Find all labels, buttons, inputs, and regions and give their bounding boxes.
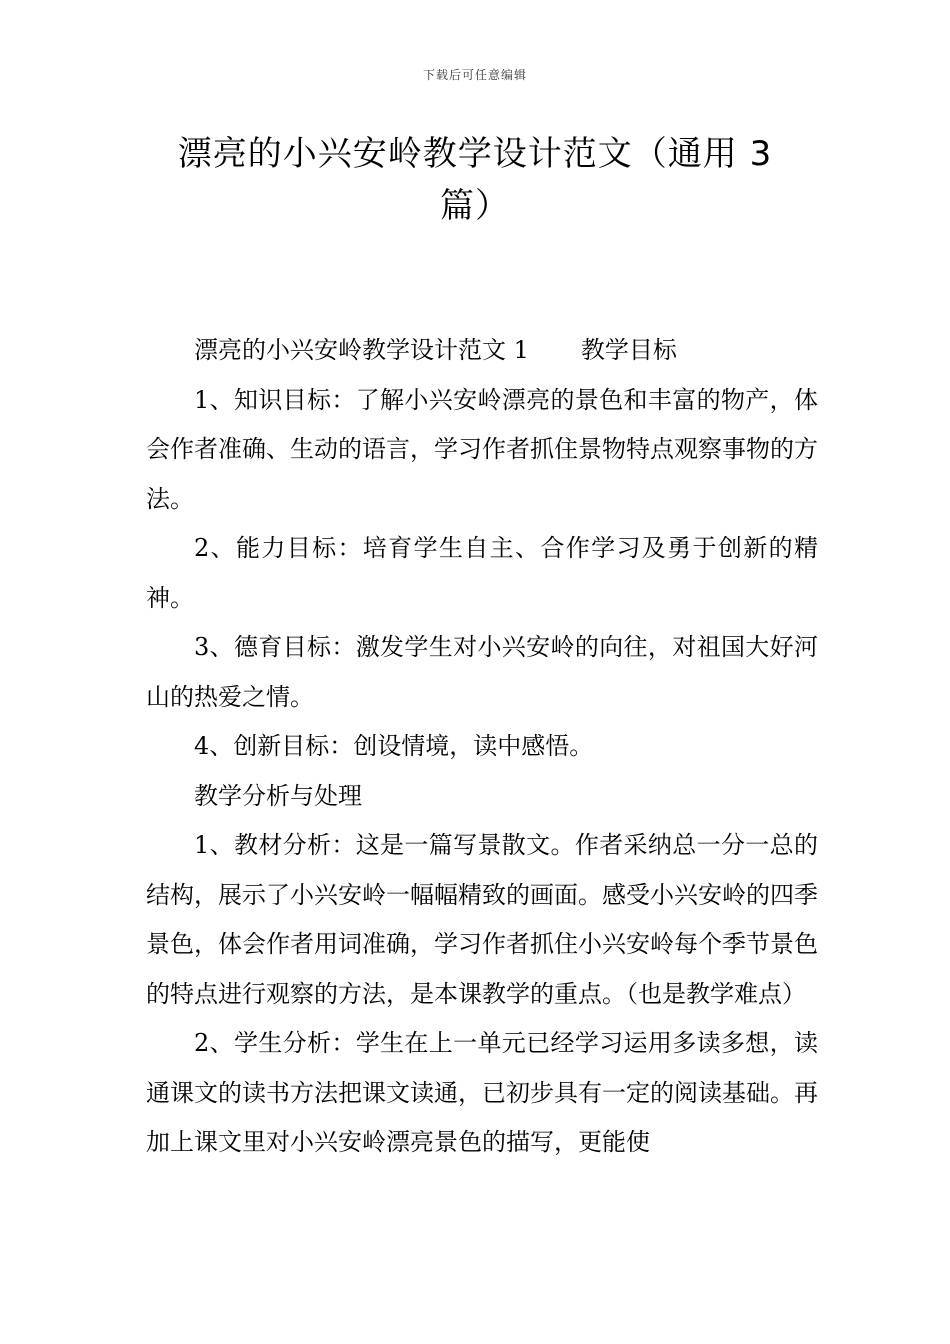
goal-3-paragraph: 3、德育目标：激发学生对小兴安岭的向往，对祖国大好河山的热爱之情。 [146,633,818,711]
analysis-2-paragraph: 2、学生分析：学生在上一单元已经学习运用多读多想，读通课文的读书方法把课文读通，已初步具有一定的阅读基础。再加上课文里对小兴安岭漂亮景色的描写，更能使 [146,1029,818,1156]
document-body [146,326,818,1168]
intro-paragraph [146,326,818,376]
document-title [150,128,800,232]
goal-2-paragraph: 2、能力目标：培育学生自主、合作学习及勇于创新的精神。 [146,534,818,612]
document-title-line-1: 漂亮的小兴安岭教学设计范文（通用 3 [177,134,773,174]
goal-1-paragraph: 1、知识目标：了解小兴安岭漂亮的景色和丰富的物产，体会作者准确、生动的语言，学习作者抓住景物特点观察事物的方法。 [146,385,818,513]
header-note: 下载后可任意编辑 [422,68,527,82]
analysis-1-paragraph: 1、教材分析：这是一篇写景散文。作者采纳总一分一总的结构，展示了小兴安岭一幅幅精致的画面。感受小兴安岭的四季景色，体会作者用词准确，学习作者抓住小兴安岭每个季节景色的特点进行观察的方法，是本课教学的重点。（也是教学难点） [146,831,818,1008]
analysis-heading: 教学分析与处理 [194,781,362,810]
goal-4-paragraph: 4、创新目标：创设情境，读中感悟。 [194,732,594,760]
document-title-line-2: 篇） [440,186,510,226]
intro-heading: 漂亮的小兴安岭教学设计范文 1 [194,336,529,364]
intro-section-label: 教学目标 [580,336,677,364]
